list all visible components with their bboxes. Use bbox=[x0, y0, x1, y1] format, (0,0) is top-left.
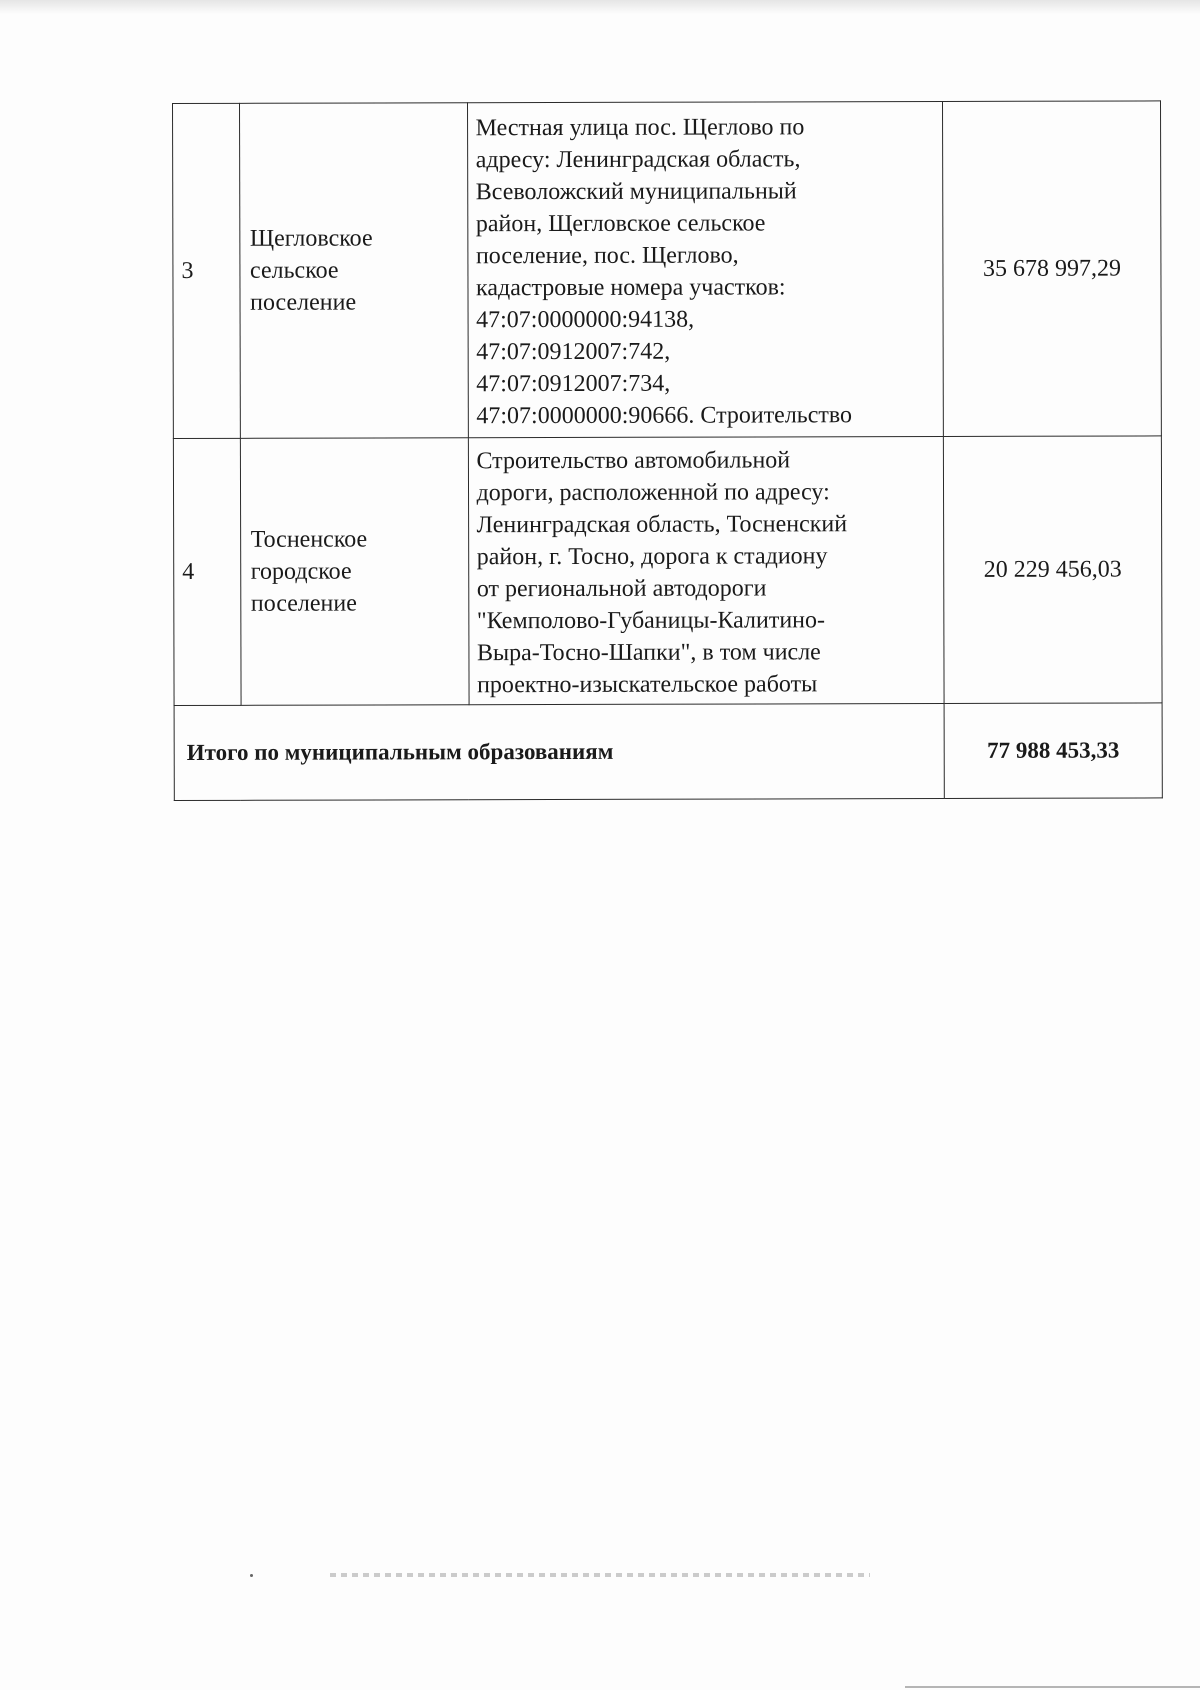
row-number: 4 bbox=[173, 438, 240, 705]
description-line: Выра-Тосно-Шапки", в том числе bbox=[476, 639, 821, 667]
municipality-line: сельское bbox=[249, 257, 339, 284]
object-description bbox=[468, 436, 944, 704]
description-line: 47:07:0912007:742, bbox=[476, 338, 671, 366]
row-number: 3 bbox=[173, 103, 240, 438]
description-line: от региональной автодороги bbox=[476, 575, 767, 603]
municipality-name bbox=[239, 103, 468, 439]
municipality-line: Тосненское bbox=[250, 526, 368, 553]
municipality-name bbox=[240, 438, 469, 706]
description-line: дороги, расположенной по адресу: bbox=[476, 479, 830, 507]
municipality-line: Щегловское bbox=[249, 225, 373, 252]
total-amount: 77 988 453,33 bbox=[944, 703, 1162, 799]
description-line: "Кемполово-Губаницы-Калитино- bbox=[476, 607, 826, 635]
funding-amount: 35 678 997,29 bbox=[943, 101, 1162, 437]
description-line: Строительство автомобильной bbox=[476, 447, 791, 475]
description-line: 47:07:0000000:94138, bbox=[476, 306, 695, 334]
municipality-line: городское bbox=[250, 558, 352, 585]
description-line: Местная улица пос. Щеглово по bbox=[475, 114, 805, 142]
description-line: Всеволожский муниципальный bbox=[475, 178, 797, 206]
scan-edge-line bbox=[905, 1686, 1200, 1688]
description-line: 47:07:0000000:90666. Строительство bbox=[476, 402, 853, 430]
description-line: поселение, пос. Щеглово, bbox=[475, 242, 739, 270]
description-line: район, Щегловское сельское bbox=[475, 210, 766, 238]
table-row bbox=[173, 436, 1162, 706]
scan-edge-shadow bbox=[0, 0, 1200, 14]
total-label: Итого по муниципальным образованиям bbox=[174, 703, 944, 800]
scan-artifact-line bbox=[330, 1573, 870, 1577]
funding-amount: 20 229 456,03 bbox=[943, 436, 1162, 704]
description-line: адресу: Ленинградская область, bbox=[475, 146, 801, 174]
scan-artifact-dot bbox=[250, 1574, 253, 1577]
description-line: проектно-изыскательское работы bbox=[477, 671, 818, 699]
description-line: 47:07:0912007:734, bbox=[476, 370, 671, 398]
description-line: Ленинградская область, Тосненский bbox=[476, 511, 848, 539]
table-row bbox=[173, 101, 1162, 439]
description-line: район, г. Тосно, дорога к стадиону bbox=[476, 543, 828, 571]
total-row bbox=[174, 703, 1162, 801]
municipal-funding-table bbox=[172, 100, 1163, 801]
description-line: кадастровые номера участков: bbox=[475, 274, 786, 302]
object-description bbox=[467, 101, 943, 437]
municipality-line: поселение bbox=[250, 289, 357, 316]
municipality-line: поселение bbox=[250, 590, 357, 617]
